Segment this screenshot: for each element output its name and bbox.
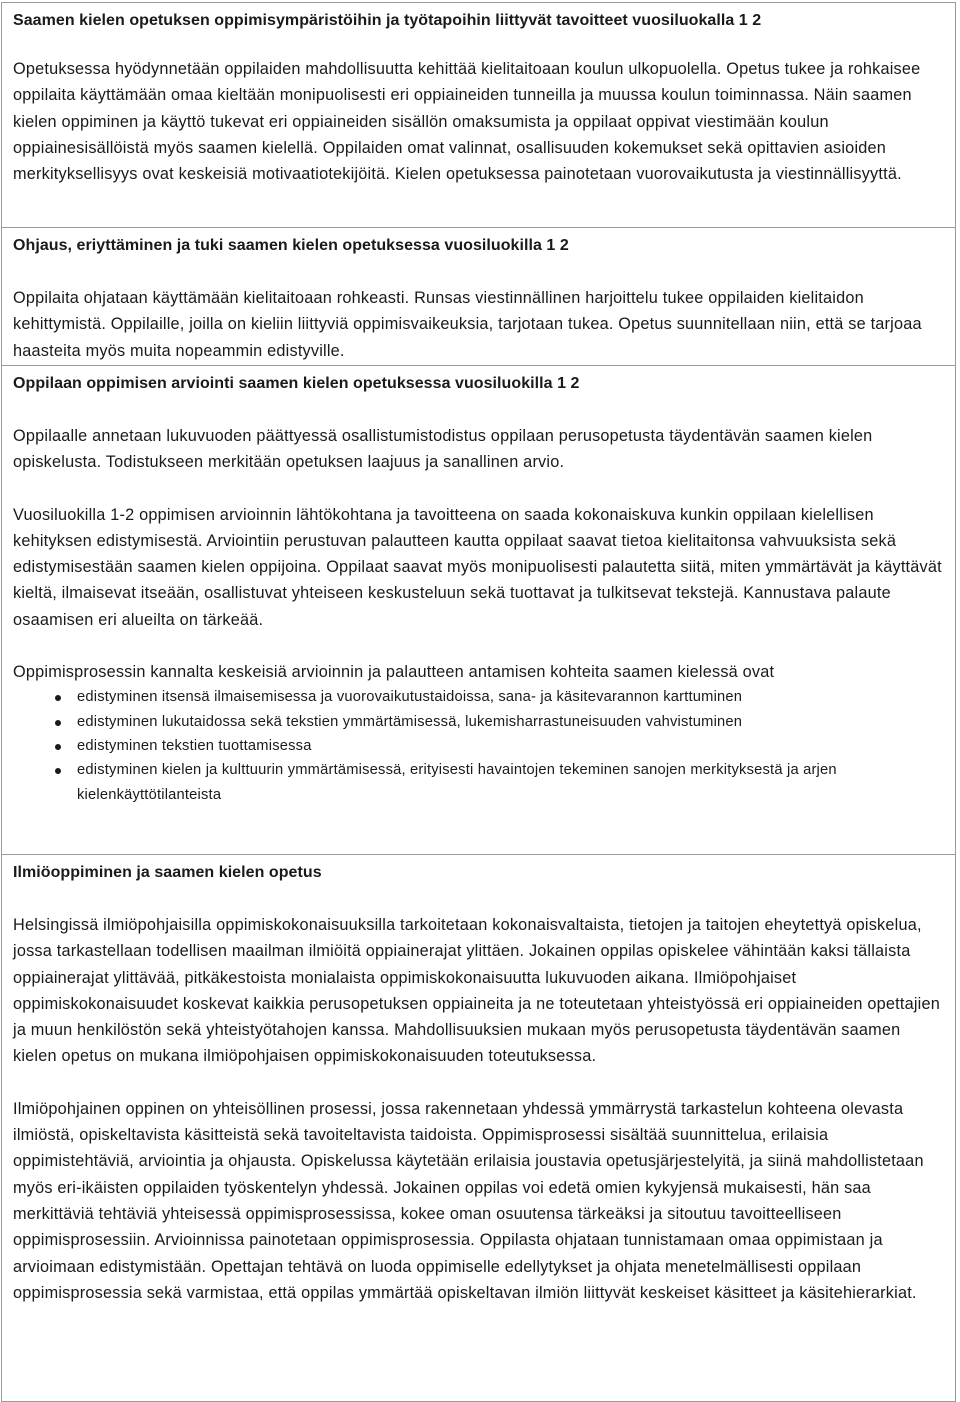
section-guidance-support: [1, 227, 956, 366]
paragraph-assessment-feedback: Vuosiluokilla 1-2 oppimisen arvioinnin lähtökohtana ja tavoitteena on saada kokonaiskuva kunkin oppilaan kielellisen kehityksen edistymisestä. Arviointiin perustuvan palautteen kautta oppilaat saavat tietoa kielitaitonsa vahvuuksista sekä edistymisestään saamen kielen oppijoina. Oppilaat saavat myös monipuolisesti palautetta siitä, miten ymmärtävät ja käyttävät kieltä, ilmaisevat itseään, osallistuvat yhteiseen keskusteluun sekä tuottavat ja tulkitsevat tekstejä. Kannustava palaute osaamisen eri alueilta on tärkeää.: [13, 505, 942, 629]
paragraph-guidance-support: Oppilaita ohjataan käyttämään kielitaitoaan rohkeasti. Runsas viestinnällinen harjoittelu tukee oppilaiden kielitaidon kehittymistä. Oppilaille, joilla on kieliin liittyviä oppimisvaikeuksia, tarjotaan tukea. Opetus suunnitellaan niin, että se tarjoaa haasteita myös muita nopeammin edistyville.: [13, 289, 922, 360]
section-heading-phenomenon-learning: Ilmiöoppiminen ja saamen kielen opetus: [13, 864, 322, 881]
list-item: edistyminen tekstien tuottamisessa: [77, 734, 945, 758]
assessment-list-intro: Oppimisprosessin kannalta keskeisiä arvioinnin ja palautteen antamisen kohteita saamen kielessä ovat: [13, 663, 775, 682]
list-item: edistyminen lukutaidossa sekä tekstien ymmärtämisessä, lukemisharrastuneisuuden vahvistuminen: [77, 710, 945, 734]
paragraph-learning-environments: Opetuksessa hyödynnetään oppilaiden mahdollisuutta kehittää kielitaitoaan koulun ulkopuolella. Opetus tukee ja rohkaisee oppilaita käyttämään omaa kieltään monipuolisesti eri oppiaineiden tunneilla ja muussa koulun toiminnassa. Näin saamen kielen oppiminen ja käyttö tukevat eri oppiaineiden sisällön omaksumista ja oppilaat oppivat viestimään koulun oppiainesisällöistä myös saamen kielellä. Oppilaiden omat valinnat, osallisuuden kokemukset sekä opittavien asioiden merkityksellisyys ovat keskeisiä motivaatiotekijöitä. Kielen opetuksessa painotetaan vuorovaikutusta ja viestinnällisyyttä.: [13, 60, 921, 184]
section-learning-environments: [1, 2, 956, 228]
section-assessment: [1, 365, 956, 855]
section-heading-learning-environments: Saamen kielen opetuksen oppimisympäristöihin ja työtapoihin liittyvät tavoitteet vuosiluokalla 1 2: [13, 12, 762, 29]
paragraph-assessment-certificate: Oppilaalle annetaan lukuvuoden päättyessä osallistumistodistus oppilaan perusopetusta täydentävän saamen kielen opiskelusta. Todistukseen merkitään opetuksen laajuus ja sanallinen arvio.: [13, 427, 873, 472]
list-item: edistyminen itsensä ilmaisemisessa ja vuorovaikutustaidoissa, sana- ja käsitevarannon karttuminen: [77, 685, 945, 709]
assessment-targets-list: [13, 685, 945, 806]
paragraph-phenomenon-helsinki: Helsingissä ilmiöpohjaisilla oppimiskokonaisuuksilla tarkoitetaan kokonaisvaltaista, tietojen ja taitojen eheytettyä opiskelua, jossa tarkastellaan todellisen maailman ilmiöitä oppiainerajat ylittäen. Jokainen oppilas opiskelee vähintään kaksi tällaista oppiainerajat ylittävää, pitkäkestoista monialaista oppimiskokonaisuutta lukuvuoden aikana. Ilmiöpohjaiset oppimiskokonaisuudet koskevat kaikkia perusopetuksen oppiaineita ja ne toteutetaan yhteistyössä eri oppiaineiden opettajien ja muun henkilöstön sekä yhteistyötahojen kanssa. Mahdollisuuksien mukaan myös perusopetusta täydentävän saamen kielen opetus on mukana ilmiöpohjaisen oppimiskokonaisuuden toteutuksessa.: [13, 916, 940, 1066]
list-item: edistyminen kielen ja kulttuurin ymmärtämisessä, erityisesti havaintojen tekeminen sanojen merkityksestä ja arjen kielenkäyttötilanteista: [77, 758, 945, 807]
section-heading-assessment: Oppilaan oppimisen arviointi saamen kielen opetuksessa vuosiluokilla 1 2: [13, 375, 580, 392]
section-heading-guidance-support: Ohjaus, eriyttäminen ja tuki saamen kielen opetuksessa vuosiluokilla 1 2: [13, 237, 569, 254]
paragraph-phenomenon-process: Ilmiöpohjainen oppinen on yhteisöllinen prosessi, jossa rakennetaan yhdessä ymmärrystä tarkastelun kohteena olevasta ilmiöstä, opiskeltavista käsitteistä sekä tavoiteltavista taidoista. Oppimisprosessi sisältää suunnittelua, erilaisia oppimistehtäviä, arviointia ja ohjausta. Opiskelussa käytetään erilaisia joustavia opetusjärjestelyitä, ja siinä mahdollistetaan myös eri-ikäisten oppilaiden työskentelyn yhdessä. Jokainen oppilas voi edetä omien kykyjensä mukaisesti, hän saa merkittäviä tehtäviä yhteisessä oppimisprosessissa, kokee oman osuutensa tärkeäksi ja sitoutuu tavoitteelliseen oppimisprosessiin. Arvioinnissa painotetaan oppimisprosessia. Oppilasta ohjataan tunnistamaan omaa oppimistaan ja arvioimaan edistymistään. Opettajan tehtävä on luoda oppimiselle edellytykset ja ohjata menetelmällisesti oppilaan oppimisprosessia sekä varmistaa, että oppilas ymmärtää opiskeltavan ilmiön liittyvät keskeiset käsitteet ja käsitehierarkiat.: [13, 1099, 924, 1302]
section-phenomenon-learning: [1, 854, 956, 1402]
